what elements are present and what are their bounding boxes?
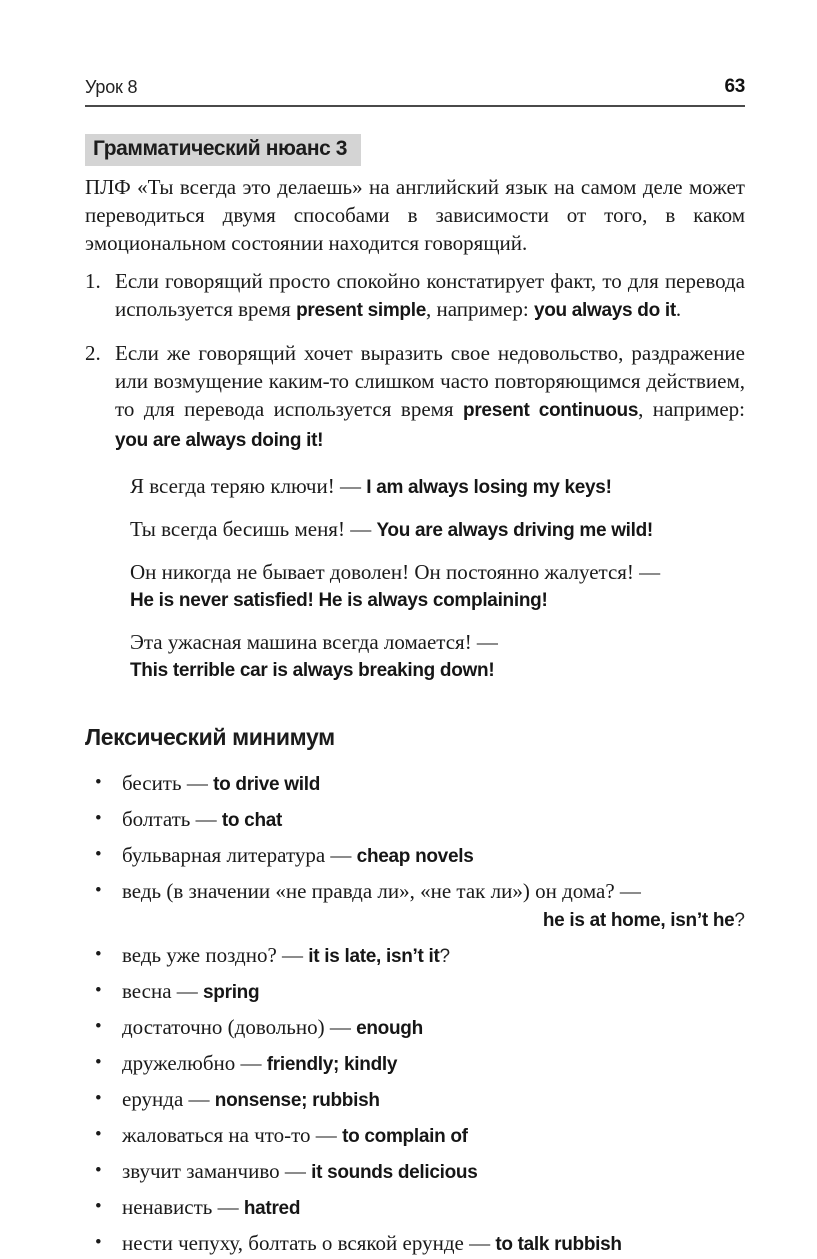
vocab-english: friendly; kindly (266, 1054, 398, 1075)
vocab-english: enough (356, 1018, 423, 1039)
vocab-item (85, 1013, 745, 1043)
lesson-label: Урок 8 (85, 77, 138, 97)
bullet-marker: • (95, 1196, 102, 1217)
bullet-marker: • (95, 844, 102, 865)
bullet-marker: • (95, 1088, 102, 1109)
vocab-russian: жаловаться на что-то — (122, 1123, 343, 1147)
vocab-russian: болтать — (122, 807, 222, 831)
example-russian: Эта ужасная машина всегда ломается! — (130, 630, 498, 654)
russian-text: Если говорящий просто спокойно констатирует факт, то для перевода используется время (115, 269, 745, 321)
grammar-section (85, 107, 745, 684)
bullet-marker: • (95, 880, 102, 901)
vocab-item (85, 941, 745, 971)
vocab-russian: ненависть — (122, 1195, 244, 1219)
bullet-marker: • (95, 980, 102, 1001)
example-line (130, 559, 745, 614)
example-russian: Я всегда теряю ключи! — (130, 474, 367, 498)
item-number: 2. (85, 341, 101, 365)
vocab-russian: ведь уже поздно? — (122, 943, 309, 967)
bullet-marker: • (95, 1052, 102, 1073)
russian-text: , например: (425, 297, 534, 321)
bullet-marker: • (95, 1160, 102, 1181)
example-russian: Ты всегда бесишь меня! — (130, 517, 377, 541)
vocab-item (85, 1085, 745, 1115)
vocab-english-line (122, 905, 745, 935)
vocab-english: it is late, isn’t it (308, 946, 440, 967)
vocab-item (85, 1049, 745, 1079)
vocab-english: to talk rubbish (495, 1234, 622, 1255)
example-english: You are always driving me wild! (376, 520, 653, 541)
vocab-russian: достаточно (довольно) — (122, 1015, 357, 1039)
grammar-section-title: Грамматический нюанс 3 (85, 134, 361, 166)
vocab-english: he is at home, isn’t he (542, 910, 735, 931)
vocab-russian: звучит заманчиво — (122, 1159, 312, 1183)
vocab-item (85, 1121, 745, 1151)
bullet-marker: • (95, 1124, 102, 1145)
vocab-russian: дружелюбно — (122, 1051, 267, 1075)
item-text (115, 267, 745, 325)
vocabulary-section (85, 724, 745, 1259)
vocab-item (85, 841, 745, 871)
vocab-russian: нести чепуху, болтать о всякой ерунде — (122, 1231, 496, 1255)
vocab-russian: бесить — (122, 771, 214, 795)
vocab-item (85, 877, 745, 935)
bullet-marker: • (95, 808, 102, 829)
example-line (130, 629, 745, 684)
russian-text: , например: (638, 397, 745, 421)
grammar-intro: ПЛФ «Ты всегда это делаешь» на английский язык на самом деле может переводиться двумя способами в зависимости от того, в каком эмоциональном состоянии находится говорящий. (85, 175, 745, 255)
vocab-russian: ерунда — (122, 1087, 215, 1111)
vocab-russian: бульварная литература — (122, 843, 357, 867)
vocab-item (85, 769, 745, 799)
vocab-item (85, 977, 745, 1007)
bullet-marker: • (95, 1232, 102, 1253)
bullet-marker: • (95, 944, 102, 965)
example-english: This terrible car is always breaking down! (130, 660, 495, 681)
vocab-item (85, 1193, 745, 1223)
vocab-russian: ведь (в значении «не правда ли», «не так ли») он дома? — (122, 879, 641, 903)
example-english: He is never satisfied! He is always complaining! (130, 590, 548, 611)
vocab-english: cheap novels (356, 846, 474, 867)
vocab-item (85, 1229, 745, 1259)
vocab-section-title: Лексический минимум (85, 724, 335, 750)
numbered-item (85, 267, 745, 325)
example-line (130, 473, 745, 501)
examples-list (130, 473, 745, 684)
page-header (85, 76, 745, 107)
example-english: I am always losing my keys! (366, 477, 612, 498)
russian-text: . (675, 297, 682, 321)
item-text (115, 339, 745, 455)
english-term: present continuous (463, 400, 639, 421)
russian-text: Если же говорящий хочет выразить свое недовольство, раздражение или возмущение каким-то слишком часто повторяющимся действием, то для перевода используется время (115, 341, 745, 421)
vocab-english: spring (203, 982, 260, 1003)
item-number: 1. (85, 269, 101, 293)
example-line (130, 516, 745, 544)
vocab-list (85, 769, 745, 1259)
vocab-english: to chat (221, 810, 283, 831)
vocab-english: nonsense; rubbish (214, 1090, 380, 1111)
bullet-marker: • (95, 772, 102, 793)
english-term: present simple (296, 300, 426, 321)
vocab-item (85, 805, 745, 835)
numbered-item (85, 339, 745, 455)
vocab-item (85, 1157, 745, 1187)
numbered-list (85, 267, 745, 455)
vocab-english-suffix: ? (439, 946, 451, 967)
vocab-english: it sounds delicious (311, 1162, 478, 1183)
vocab-english: hatred (243, 1198, 301, 1219)
vocab-russian: весна — (122, 979, 204, 1003)
english-term: you are always doing it! (115, 430, 324, 451)
bullet-marker: • (95, 1016, 102, 1037)
vocab-english: to drive wild (213, 774, 321, 795)
vocab-english: to complain of (342, 1126, 468, 1147)
english-term: you always do it (533, 300, 676, 321)
vocab-english-suffix: ? (734, 910, 745, 931)
example-russian: Он никогда не бывает доволен! Он постоянно жалуется! — (130, 560, 661, 584)
page-number: 63 (724, 76, 745, 97)
